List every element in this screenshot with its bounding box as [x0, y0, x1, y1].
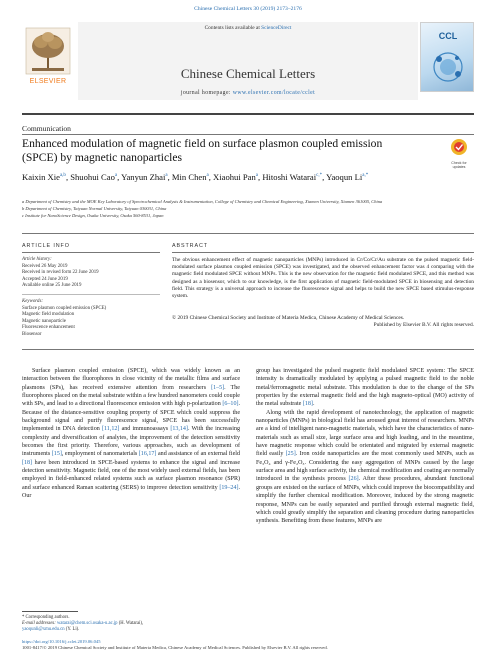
- meta-top-divider: [22, 233, 474, 234]
- affiliation-b: b Department of Chemistry, Taiyuan Normal University, Taiyuan 030031, China: [22, 206, 167, 212]
- history-revised: Received in revised form 22 June 2019: [22, 270, 99, 275]
- citation-link[interactable]: [19–24]: [219, 484, 239, 491]
- body-column-right: [256, 367, 474, 526]
- keyword-item: Fluorescence enhancement: [22, 325, 75, 330]
- citation-link[interactable]: [26]: [348, 476, 359, 483]
- author-name[interactable]: Yaoqun $Li^{a,*}$: [326, 171, 369, 182]
- history-online: Available online 25 June 2019: [22, 283, 82, 288]
- history-received: Received 26 May 2019: [22, 263, 68, 269]
- abstract-copyright: © 2019 Chinese Chemical Society and Institute of Materia Medica, Chinese Academy of Medical Sciences. Published by Elsevier B.V. All rights reserved.: [172, 315, 474, 329]
- citation-link[interactable]: [13,14]: [170, 426, 188, 433]
- affiliations: [22, 198, 474, 220]
- crossmark-icon: [446, 138, 472, 156]
- body-paragraph: group has investigated the pulsed magnetic field modulated SPCE system: The SPCE intensity is dramatically modulated by applying a pulsed magnetic field to the noble metal/ferromagnetic metal substrate. This modulation is due to the change of the SPs properties by the external magnetic field and the high magneto-optical (MO) activity of the metal substrate [18].: [256, 368, 474, 408]
- citation-link[interactable]: [11,12]: [101, 426, 120, 433]
- cover-art-icon: [427, 47, 469, 87]
- abstract-text: The obvious enhancement effect of magnetic nanoparticles (MNPs) introduced in Cr/Co/Cr/Au substrate on the pulsed magnetic field-modulated surface plasmon coupled emission (SPCE) was investigated, and the observed enhancement factor was 4 comparing with the magnetic field modulated SPCE without MNPs. This is the new observation for the magnetic field modulated SPCE, and this method was designed as a biosensor, which to our knowledge, is the first application of magnetic field-modulated SPCE in biosensing and detection field. This strategy is a universal approach to increase the fluorescence signal and helps to build the new SPCE based stimulus-response system.: [172, 257, 474, 300]
- keywords: Keywords: Surface plasmon coupled emission (SPCE) Magnetic field modulation Magnetic nanoparticle Fluorescence enhancement Biosensor: [22, 299, 162, 338]
- article-info-heading: ARTICLE INFO: [22, 243, 70, 249]
- article-history: Article history: Received 26 May 2019 Received in revised form 22 June 2019 Accepted 24 June 2019 Available online 25 June 2019: [22, 257, 162, 290]
- journal-homepage-line: journal homepage: www.elsevier.com/locate/cclet: [180, 90, 316, 96]
- author-affiliation-marker[interactable]: a: [114, 173, 118, 178]
- journal-reference[interactable]: Chinese Chemical Letters 30 (2019) 2173–2176: [194, 6, 302, 12]
- author-name[interactable]: Xiaohui Pan$^a$: [213, 171, 259, 182]
- author-affiliation-marker[interactable]: c,*: [316, 173, 323, 178]
- corresponding-authors-footnote: * Corresponding authors. E-mail addresses: watarai@chem.sci.osaka-u.ac.jp (H. Watarai), yaoqunli@xmu.edu.cn (Y. Li).: [22, 615, 144, 633]
- email-link[interactable]: yaoqunli@xmu.edu.cn: [22, 627, 65, 633]
- journal-banner: [78, 22, 418, 100]
- body-paragraph: Along with the rapid development of nanotechnology, the application of magnetic nanoparticles (MNPs) in biological field has aroused great interest of researchers. MNPs are a kind of intelligent nano-magnetic materials, which have the characteristics of nano-materials such as small size, large surface area and high loading, and in the meantime, have magnetic response which could be orientated and migrated by external magnetic field easily [25]. Iron oxide nanoparticles are the most commonly used MNPs, such as Fe₃O₄ and γ-Fe₂O₃. Considering the easy aggregation of MNPs caused by the large surface area and high surface activity, the chemical modification and coating are normally introduced in the synthesis process [26]. After these procedures, abundant functional groups are existed on the surface of MNPs, which could improve the biocompatibility and simplify the further chemical modification. Moreover, induced by the strong magnetic response, MNPs can be easily separated and purified through external magnetic field, which could greatly simplify the separation and cleaning procedure during nanoparticles synthesis. Benefiting from these features, MNPs are: [256, 409, 474, 525]
- journal-header: [22, 22, 474, 112]
- email-link[interactable]: watarai@chem.sci.osaka-u.ac.jp: [56, 621, 118, 627]
- history-accepted: Accepted 24 June 2019: [22, 276, 68, 282]
- journal-homepage-link[interactable]: www.elsevier.com/locate/cclet: [232, 90, 316, 96]
- keyword-item: Magnetic field modulation: [22, 312, 75, 317]
- citation-link[interactable]: [18]: [302, 401, 313, 408]
- crossmark-label: Check for updates: [451, 161, 467, 170]
- meta-bottom-divider: [22, 349, 474, 350]
- keyword-item: Magnetic nanoparticle: [22, 318, 66, 324]
- author-name[interactable]: Hitoshi Watarai$^{c,*}$: [262, 171, 323, 182]
- citation-link[interactable]: [25]: [285, 451, 296, 458]
- citation-link[interactable]: [6–10]: [222, 401, 239, 408]
- bottom-matter: [22, 639, 474, 651]
- abstract-rule: [172, 252, 474, 253]
- check-for-updates-badge[interactable]: [446, 138, 472, 170]
- author-affiliation-marker[interactable]: a,*: [362, 173, 369, 178]
- journal-title: Chinese Chemical Letters: [180, 66, 316, 81]
- history-divider: [22, 294, 160, 295]
- author-affiliation-marker[interactable]: a,b: [59, 173, 66, 178]
- author-affiliation-marker[interactable]: a: [206, 173, 209, 178]
- doi-link[interactable]: https://doi.org/10.1016/j.cclet.2019.06.045: [22, 639, 101, 644]
- author-name[interactable]: Min Chen$^a$: [171, 171, 209, 182]
- article-title: Enhanced modulation of magnetic field on surface plasmon coupled emission (SPCE) by magnetic nanoparticles: [22, 137, 383, 164]
- keyword-item: Surface plasmon coupled emission (SPCE): [22, 305, 107, 311]
- journal-cover[interactable]: [420, 22, 474, 92]
- author-name[interactable]: Kaixin Xie$^{a,b}$: [22, 171, 66, 182]
- citation-link[interactable]: [15]: [51, 451, 62, 458]
- cover-label: CCL: [438, 31, 458, 41]
- author-affiliation-marker[interactable]: a: [255, 173, 259, 178]
- elsevier-wordmark: ELSEVIER: [29, 78, 67, 85]
- abstract-heading: ABSTRACT: [172, 243, 208, 249]
- sciencedirect-link[interactable]: ScienceDirect: [261, 25, 292, 31]
- article-type-divider: [22, 134, 474, 135]
- header-divider: [22, 113, 474, 115]
- affiliation-a: a Department of Chemistry and the MOE Key Laboratory of Spectrochemical Analysis & Instrumentation, College of Chemistry and Chemical Engineering, Xiamen University, Xiamen 361005, China: [22, 199, 383, 204]
- article-info-rule: [22, 252, 160, 253]
- affiliation-c: c Institute for NanoScience Design, Osaka University, Osaka 560-8531, Japan: [22, 213, 164, 219]
- keyword-item: Biosensor: [22, 331, 42, 337]
- author-name[interactable]: Shuohui Cao$^a$: [70, 171, 118, 182]
- article-type: Communication: [22, 124, 71, 133]
- author-name[interactable]: Yanyun Zhai$^a$: [121, 171, 168, 182]
- author-list: Kaixin Xie$^{a,b}$, Shuohui Cao$^a$, Yanyun Zhai$^a$, Min Chen$^a$, Xiaohui Pan$^a$, Hitoshi Watarai$^{c,*}$, Yaoqun $Li^{a,*}$: [22, 171, 369, 182]
- footnote-divider: [22, 611, 78, 612]
- author-affiliation-marker[interactable]: a: [165, 173, 168, 178]
- elsevier-logo[interactable]: [22, 24, 74, 90]
- body-column-left: [22, 367, 240, 501]
- citation-link[interactable]: [1–5]: [211, 384, 225, 391]
- intro-paragraph: Surface plasmon coupled emission (SPCE), which was widely known as an interaction between the fluorophores in close vicinity of the metallic films and surface plasmons (SPs), has received extensive attention from researchers [1–5]. The fluorophores placed on the metal substrate within a few hundred nanometers could couple with SPs, and lead to a directional fluorescence emission with high p-polarization [6–10]. Because of the distance-sensitive coupling property of SPCE which could suppress the background signal and purify fluorescence signal, SPCE has been successfully implemented in DNA detection [11,12] and immunoassays [13,14]. With the increasing complexity and diversification of analytes, the improvement of the detection sensitivity becomes the first priority. Therefore, various approaches, such as development of instruments [15], employment of nanomaterials [16,17] and assistance of an external field [18] have been introduced in SPCE-based systems to enhance the signal and increase detection sensitivity. Magnetic field, one of the most widely used external fields, has been employed in field-enhanced related systems such as surface plasmon resonance (SPR) and surface enhanced Raman scattering (SERS) to improve detection sensitivity [19–24]. Our: [22, 368, 241, 500]
- contents-available-line: Contents lists available at ScienceDirect: [204, 25, 292, 31]
- bottom-copyright: 1001-8417/© 2019 Chinese Chemical Society and Institute of Materia Medica, Chinese Academy of Medical Sciences. Published by Elsevier B.V. All rights reserved.: [22, 645, 328, 651]
- citation-link[interactable]: [16,17]: [138, 451, 157, 458]
- citation-link[interactable]: [18]: [22, 459, 33, 466]
